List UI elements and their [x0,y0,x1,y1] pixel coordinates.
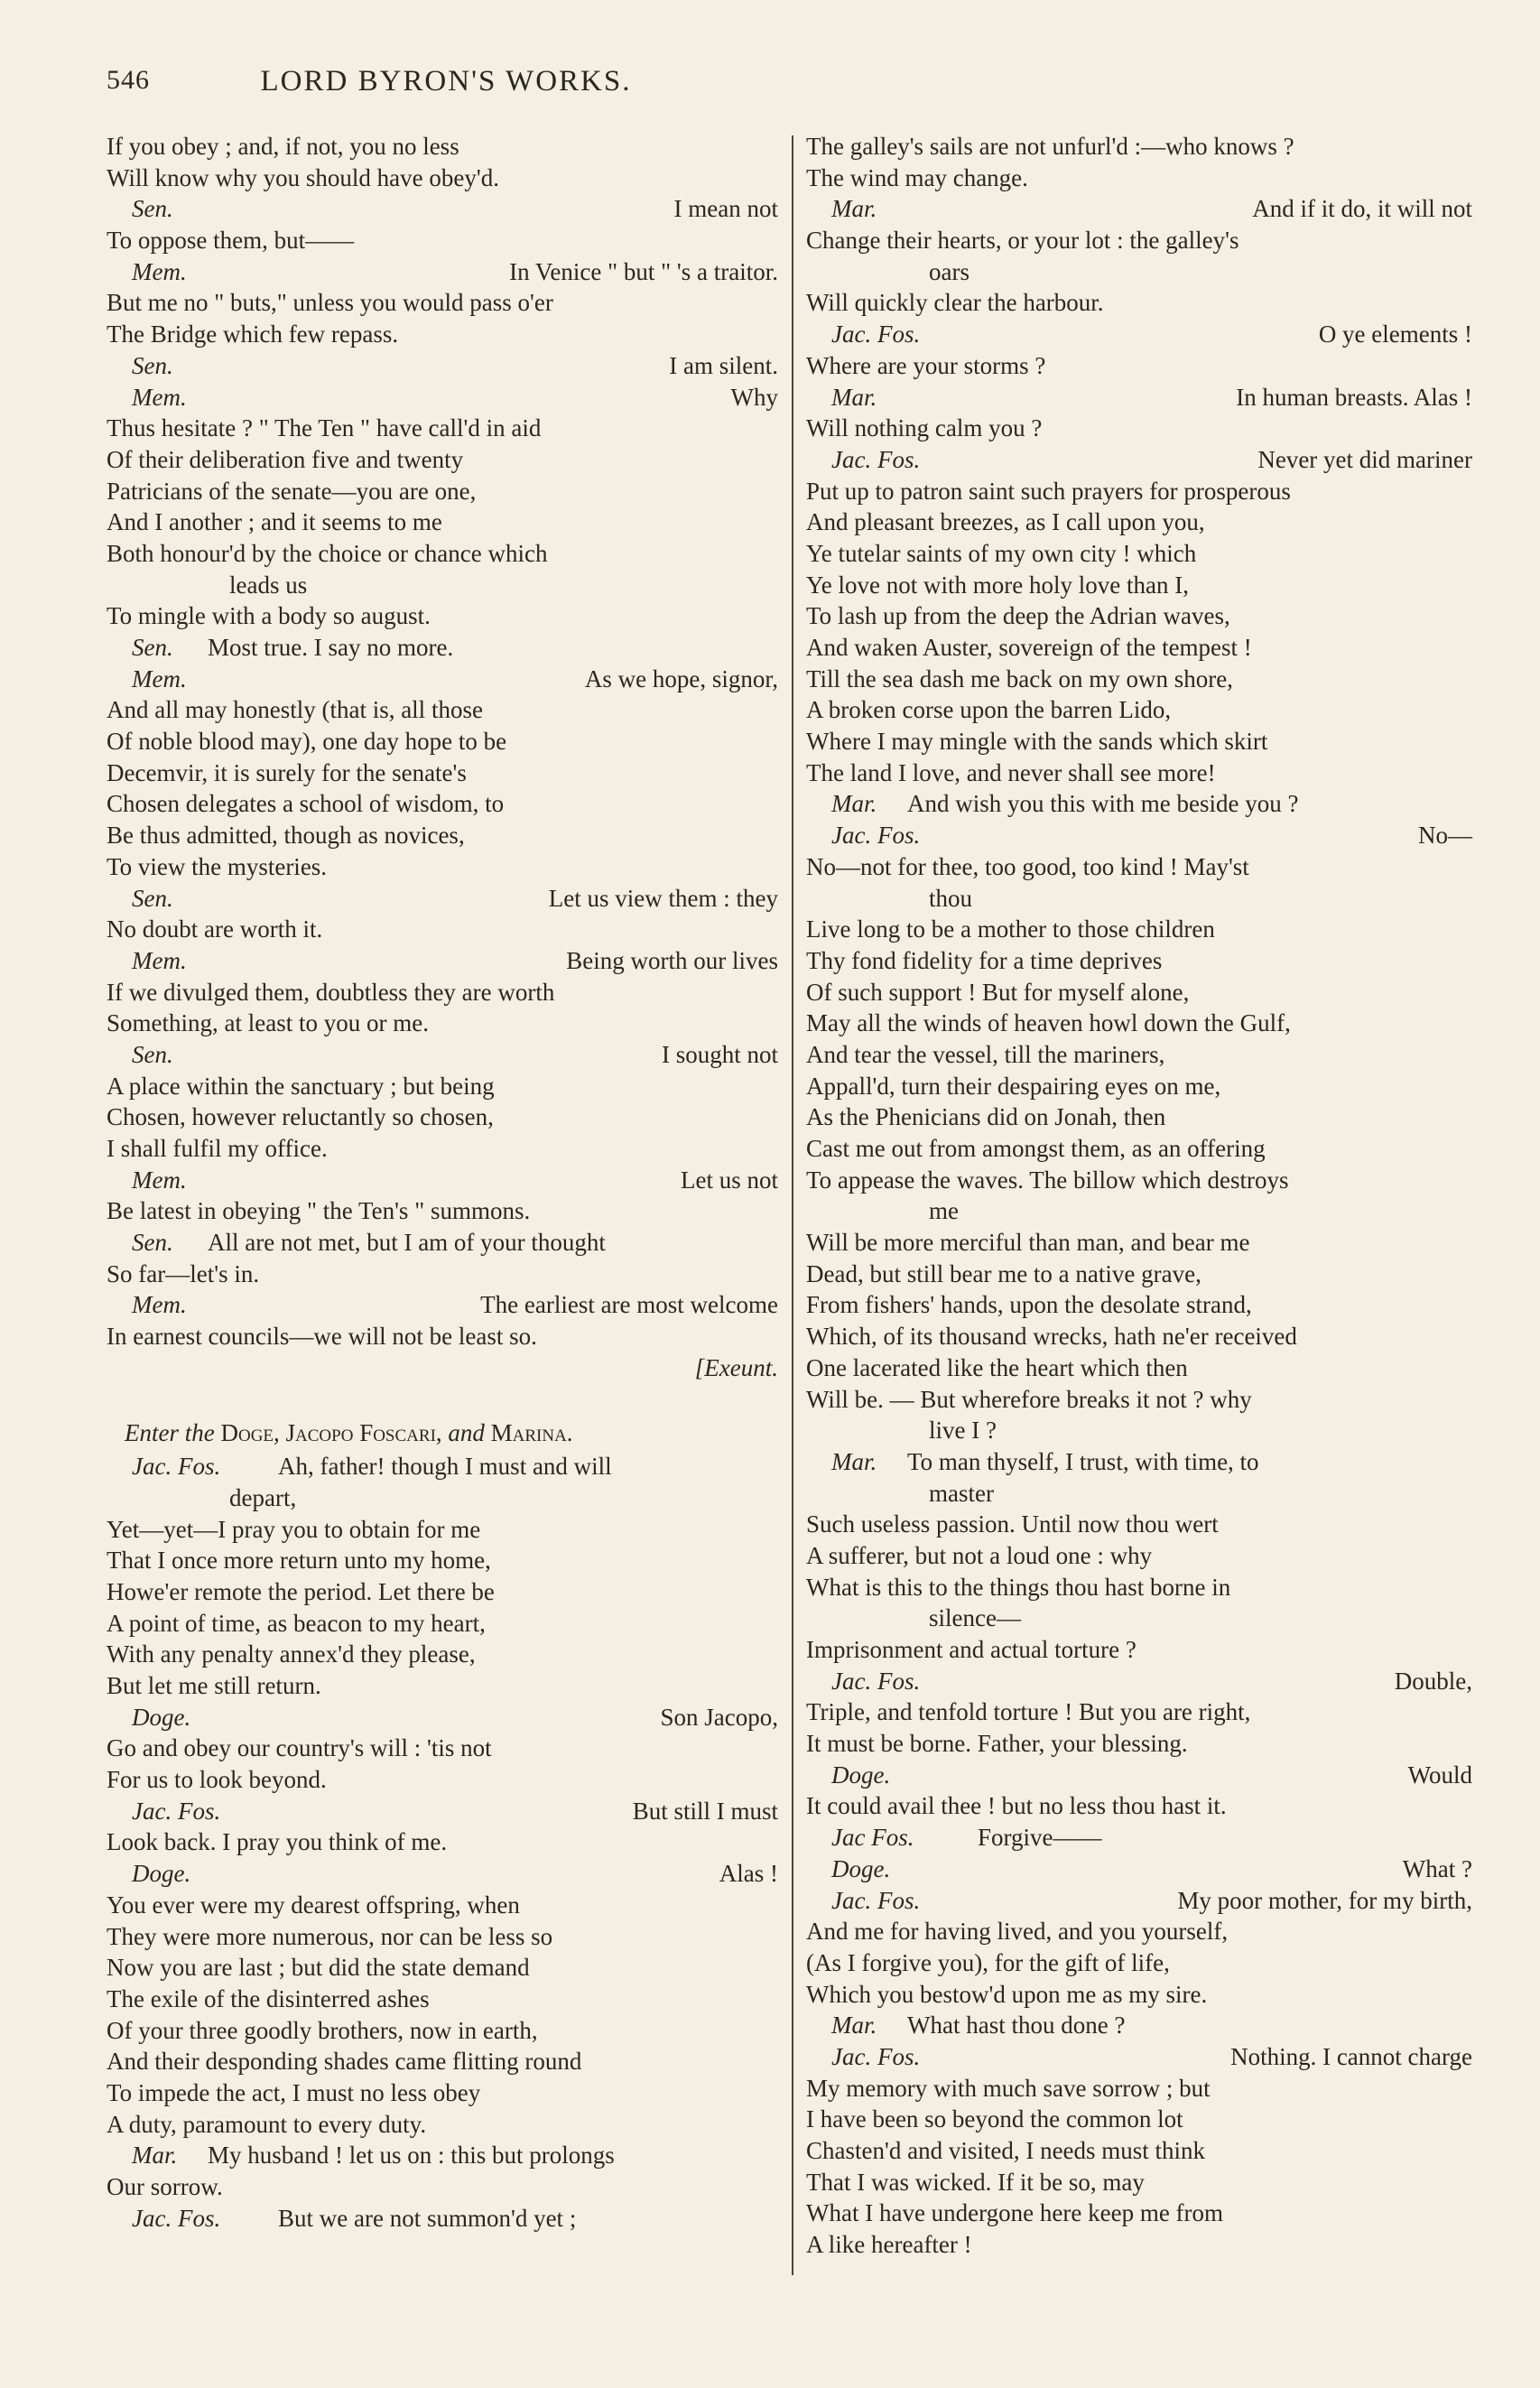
speaker-name: Sen. [132,351,173,379]
verse-line: You ever were my dearest offspring, when [107,1891,520,1919]
verse-line: Our sorrow. [107,2173,223,2200]
dialogue-line [107,1039,778,1071]
speaker-name: Mem. [132,664,187,692]
verse-line: Dead, but still bear me to a native grave, [806,1259,1201,1287]
verse-line: And all may honestly (that is, all those [107,696,483,724]
verse-text: In human breasts. Alas ! [1236,383,1472,411]
verse-line: Howe'er remote the period. Let there be [107,1577,495,1605]
verse-continuation: silence— [929,1604,1021,1632]
stage-direction [107,1415,778,1451]
verse-continuation: thou [929,884,973,912]
dialogue-line [107,1289,778,1321]
dialogue-line [107,193,778,225]
verse-text: Let us not [681,1166,778,1194]
verse-line: Of such support ! But for myself alone, [806,978,1190,1006]
verse-line: What is this to the things thou hast borne in [806,1573,1231,1601]
verse-line: Where I may mingle with the sands which skirt [806,728,1268,756]
verse-line: The galley's sails are not unfurl'd :—who knows ? [806,133,1294,160]
verse-line: Triple, and tenfold torture ! But you are right, [806,1698,1251,1726]
dialogue-line [806,788,1472,820]
verse-line: To view the mysteries. [107,852,328,880]
verse-line: To mingle with a body so august. [107,602,431,630]
speaker-name: Doge. [831,1761,891,1789]
verse-line: Decemvir, it is surely for the senate's [107,758,467,786]
verse-line: Chasten'd and visited, I needs must think [806,2137,1206,2164]
verse-line: The land I love, and never shall see more! [806,758,1216,786]
dialogue-line [806,2041,1472,2073]
speaker-name: Jac. Fos. [831,1667,921,1695]
dialogue-line [107,664,778,695]
verse-line: The Bridge which few repass. [107,321,399,348]
dialogue-line [107,1451,778,1482]
dialogue-line [107,1796,778,1827]
verse-text: To man thyself, I trust, with time, to [907,1447,1259,1475]
verse-line: They were more numerous, nor can be less so [107,1922,553,1950]
verse-text: O ye elements ! [1318,321,1472,348]
verse-line: May all the winds of heaven howl down the Gulf, [806,1009,1291,1037]
verse-line: If we divulged them, doubtless they are worth [107,978,555,1006]
speaker-name: Sen. [132,1229,173,1257]
dialogue-line [107,382,778,413]
verse-line: Yet—yet—I pray you to obtain for me [107,1515,481,1543]
verse-line: Look back. I pray you think of me. [107,1828,448,1856]
verse-text: My husband ! let us on : this but prolongs [208,2142,615,2170]
speaker-name: Mem. [132,946,187,974]
dialogue-line [806,820,1472,851]
verse-text: Nothing. I cannot charge [1230,2042,1472,2070]
verse-line: To impede the act, I must no less obey [107,2078,481,2106]
dialogue-line [107,1858,778,1890]
verse-line: (As I forgive you), for the gift of life, [806,1948,1170,1976]
spacer [107,1384,778,1416]
verse-continuation: master [929,1479,994,1507]
stage-direction: [Exeunt. [694,1353,778,1381]
dialogue-line [806,1854,1472,1885]
verse-line: Something, at least to you or me. [107,1009,429,1037]
verse-line: To lash up from the deep the Adrian waves, [806,602,1230,630]
speaker-name: Mem. [132,257,187,285]
verse-line: That I once more return unto my home, [107,1547,491,1575]
dialogue-line [806,1666,1472,1697]
left-column [107,131,778,2234]
verse-text: What ? [1402,1854,1472,1882]
verse-text: And wish you this with me beside you ? [907,790,1299,818]
verse-line: Live long to be a mother to those children [806,915,1215,943]
verse-line: What I have undergone here keep me from [806,2199,1224,2227]
verse-line: No doubt are worth it. [107,915,323,943]
verse-continuation: me [929,1197,959,1225]
dialogue-line [107,2140,778,2171]
verse-line: Appall'd, turn their despairing eyes on me, [806,1072,1221,1100]
dialogue-line [107,945,778,977]
character-names: Doge, Jacopo Foscari, [220,1419,442,1447]
speaker-name: Jac. Fos. [831,321,921,348]
verse-line: For us to look beyond. [107,1766,327,1794]
verse-text: No— [1418,822,1472,850]
verse-text: Son Jacopo, [660,1703,778,1731]
verse-text: All are not met, but I am of your thought [208,1229,606,1257]
verse-line: Ye love not with more holy love than I, [806,571,1189,599]
dialogue-line [107,2203,778,2235]
verse-line: Where are your storms ? [806,351,1046,379]
dialogue-line [107,1227,778,1259]
dialogue-line [806,1822,1472,1854]
speaker-name: Doge. [831,1854,891,1882]
verse-line: Chosen, however reluctantly so chosen, [107,1103,494,1131]
speaker-name: Jac. Fos. [831,822,921,850]
verse-line: My memory with much save sorrow ; but [806,2074,1211,2102]
verse-line: And I another ; and it seems to me [107,508,442,536]
speaker-name: Sen. [132,195,173,223]
verse-text: Double, [1394,1667,1472,1695]
running-title: LORD BYRON'S WORKS. [260,65,632,98]
verse-continuation: depart, [229,1483,297,1511]
verse-text: As we hope, signor, [584,664,778,692]
verse-line: Of their deliberation five and twenty [107,445,464,473]
page-number: 546 [107,65,150,95]
verse-text: But still I must [632,1797,778,1825]
verse-line: I shall fulfil my office. [107,1135,328,1162]
verse-text: I sought not [661,1040,778,1068]
verse-line: The wind may change. [806,163,1028,191]
verse-line: With any penalty annex'd they please, [107,1640,476,1668]
verse-text: Alas ! [719,1860,778,1888]
direction-text: and [448,1419,485,1447]
verse-line: A like hereafter ! [806,2231,972,2259]
verse-line: A duty, paramount to every duty. [107,2110,427,2138]
speaker-name: Mem. [132,1166,187,1194]
verse-line: But let me still return. [107,1672,321,1699]
verse-line: In earnest councils—we will not be least so. [107,1323,537,1351]
dialogue-line [107,632,778,664]
speaker-name: Sen. [132,884,173,912]
verse-text: But we are not summon'd yet ; [278,2204,577,2232]
speaker-name: Sen. [132,1040,173,1068]
speaker-name: Mar. [132,2142,178,2170]
speaker-name: Jac Fos. [831,1824,914,1852]
verse-line: So far—let's in. [107,1259,260,1287]
verse-line: As the Phenicians did on Jonah, then [806,1103,1166,1131]
speaker-name: Mar. [831,1447,877,1475]
verse-continuation: leads us [229,571,308,599]
verse-line: Will be. — But wherefore breaks it not ? why [806,1385,1252,1413]
verse-line: Both honour'd by the choice or chance which [107,539,548,567]
verse-line: And their desponding shades came flitting round [107,2048,582,2076]
verse-line: Imprisonment and actual torture ? [806,1636,1136,1663]
verse-line: To oppose them, but—— [107,227,355,255]
dialogue-line [107,1702,778,1733]
verse-line: Will be more merciful than man, and bear me [806,1229,1250,1257]
verse-line: Cast me out from amongst them, as an offering [806,1135,1266,1162]
verse-line: Will quickly clear the harbour. [806,289,1104,317]
verse-line: A point of time, as beacon to my heart, [107,1609,486,1637]
verse-line: To appease the waves. The billow which destroys [806,1166,1289,1194]
speaker-name: Jac. Fos. [132,1453,221,1481]
speaker-name: Jac. Fos. [831,2042,921,2070]
dialogue-line [806,444,1472,476]
verse-line: It could avail thee ! but no less thou hast it. [806,1792,1227,1820]
verse-line: A place within the sanctuary ; but being [107,1072,495,1100]
verse-line: Change their hearts, or your lot : the galley's [806,227,1239,255]
verse-line: Now you are last ; but did the state demand [107,1954,530,1982]
speaker-name: Doge. [132,1703,191,1731]
speaker-name: Jac. Fos. [831,1886,921,1914]
right-column [806,131,1472,2261]
verse-line: Put up to patron saint such prayers for prosperous [806,477,1291,505]
dialogue-line [107,350,778,382]
verse-line: Patricians of the senate—you are one, [107,477,477,505]
verse-continuation: live I ? [929,1417,997,1445]
verse-text: The earliest are most welcome [480,1291,778,1319]
verse-text: My poor mother, for my birth, [1177,1886,1472,1914]
verse-line: Which, of its thousand wrecks, hath ne'er received [806,1323,1297,1351]
verse-line: Ye tutelar saints of my own city ! which [806,539,1197,567]
verse-line: Go and obey our country's will : 'tis not [107,1734,492,1762]
speaker-name: Mar. [831,2012,877,2040]
column-divider [792,135,793,2275]
character-name: Marina. [490,1419,573,1447]
verse-text: Would [1407,1761,1472,1789]
speaker-name: Jac. Fos. [132,2204,221,2232]
verse-line: Thus hesitate ? " The Ten " have call'd in aid [107,414,542,442]
verse-text: Let us view them : they [548,884,778,912]
verse-line: And me for having lived, and you yourself, [806,1918,1229,1946]
verse-line: Such useless passion. Until now thou wert [806,1510,1219,1538]
verse-text: Never yet did mariner [1257,445,1472,473]
dialogue-line [107,883,778,915]
verse-line: Of your three goodly brothers, now in earth, [107,2016,538,2044]
dialogue-line [107,256,778,288]
verse-line: Be thus admitted, though as novices, [107,822,465,850]
verse-line: Will know why you should have obey'd. [107,163,499,191]
dialogue-line [806,319,1472,350]
verse-line: Will nothing calm you ? [806,414,1043,442]
speaker-name: Mar. [831,195,877,223]
dialogue-line [806,193,1472,225]
verse-text: Being worth our lives [566,946,778,974]
verse-text: What hast thou done ? [907,2012,1126,2040]
verse-line: The exile of the disinterred ashes [107,1984,430,2012]
dialogue-line [806,382,1472,413]
verse-text: Why [730,383,778,411]
verse-line: A sufferer, but not a loud one : why [806,1541,1153,1569]
speaker-name: Mar. [831,383,877,411]
verse-line: And waken Auster, sovereign of the tempest ! [806,634,1252,661]
verse-line: From fishers' hands, upon the desolate strand, [806,1291,1252,1319]
dialogue-line [806,1446,1472,1478]
verse-line: And tear the vessel, till the mariners, [806,1040,1165,1068]
verse-line: Which you bestow'd upon me as my sire. [806,1980,1208,2008]
speaker-name: Doge. [132,1860,191,1888]
dialogue-line [806,2010,1472,2041]
verse-line: I have been so beyond the common lot [806,2105,1183,2133]
speaker-name: Mem. [132,383,187,411]
dialogue-line [107,1165,778,1196]
speaker-name: Sen. [132,634,173,661]
verse-line: Be latest in obeying " the Ten's " summons. [107,1197,531,1225]
verse-text: In Venice " but " 's a traitor. [509,257,778,285]
verse-text: Forgive—— [978,1824,1102,1852]
speaker-name: Jac. Fos. [132,1797,221,1825]
verse-line: One lacerated like the heart which then [806,1353,1188,1381]
verse-line: Of noble blood may), one day hope to be [107,728,507,756]
verse-line: Chosen delegates a school of wisdom, to [107,790,505,818]
verse-line: No—not for thee, too good, too kind ! May'st [806,852,1249,880]
verse-text: And if it do, it will not [1252,195,1472,223]
direction-text: Enter the [125,1419,215,1447]
verse-line: A broken corse upon the barren Lido, [806,696,1172,724]
speaker-name: Jac. Fos. [831,445,921,473]
verse-text: I mean not [673,195,778,223]
verse-text: Ah, father! though I must and will [278,1453,612,1481]
verse-line: It must be borne. Father, your blessing. [806,1730,1188,1758]
dialogue-line [806,1760,1472,1791]
dialogue-line [806,1885,1472,1917]
verse-line: But me no " buts," unless you would pass o'er [107,289,553,317]
page-header [107,65,785,105]
speaker-name: Mar. [831,790,877,818]
verse-line: And pleasant breezes, as I call upon you, [806,508,1205,536]
verse-line: That I was wicked. If it be so, may [806,2168,1145,2196]
speaker-name: Mem. [132,1291,187,1319]
verse-line: Thy fond fidelity for a time deprives [806,946,1163,974]
verse-line: Till the sea dash me back on my own shore, [806,664,1233,692]
verse-text: Most true. I say no more. [208,634,454,661]
verse-text: I am silent. [669,351,778,379]
verse-continuation: oars [929,257,969,285]
verse-line: If you obey ; and, if not, you no less [107,133,459,160]
